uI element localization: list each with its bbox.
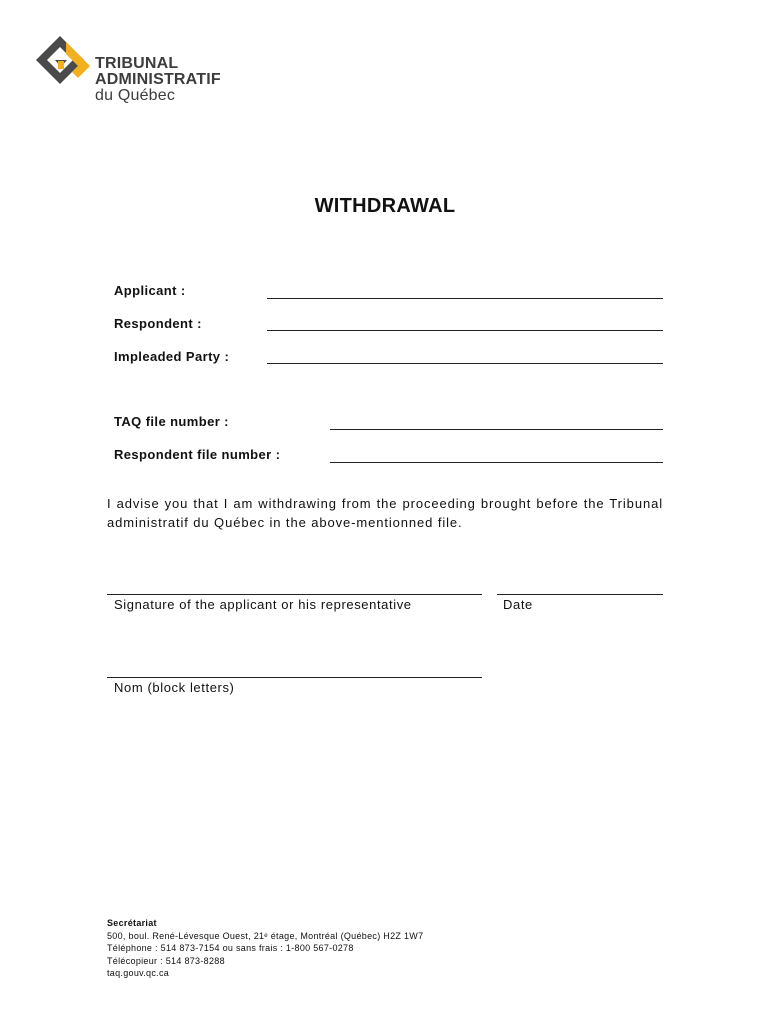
respondent-file-number-field[interactable] [330,462,663,463]
taq-file-number-field[interactable] [330,429,663,430]
logo-line-3: du Québec [95,87,176,104]
respondent-label: Respondent : [114,316,202,331]
taq-logo-icon [34,34,92,92]
taq-file-number-label: TAQ file number : [114,414,229,429]
withdrawal-statement: I advise you that I am withdrawing from the proceeding brought before the Tribunal administratif du Québec in the above-mentionned file. [107,496,663,530]
logo-line-2: ADMINISTRATIF [95,71,221,88]
signature-caption: Signature of the applicant or his representative [114,597,412,612]
impleaded-party-label: Impleaded Party : [114,349,230,364]
logo-wordmark [95,56,221,104]
page-title: WITHDRAWAL [314,195,456,217]
respondent-file-number-label: Respondent file number : [114,447,281,462]
footer-contact [107,917,423,980]
footer-phone: Téléphone : 514 873-7154 ou sans frais : 1-800 567-0278 [107,943,354,953]
name-field[interactable] [107,677,482,678]
respondent-field[interactable] [267,330,663,331]
footer-heading: Secrétariat [107,918,157,928]
applicant-field[interactable] [267,298,663,299]
footer-address: 500, boul. René-Lévesque Ouest, 21ᵉ étage, Montréal (Québec) H2Z 1W7 [107,930,424,941]
footer-fax: Télécopieur : 514 873-8288 [107,955,225,966]
name-caption: Nom (block letters) [114,680,235,695]
impleaded-party-field[interactable] [267,363,663,364]
applicant-label: Applicant : [114,283,186,298]
date-caption: Date [503,597,533,612]
date-field[interactable] [497,594,663,595]
footer-website[interactable]: taq.gouv.qc.ca [107,968,170,978]
signature-field[interactable] [107,594,482,595]
logo-line-1: TRIBUNAL [95,55,179,72]
